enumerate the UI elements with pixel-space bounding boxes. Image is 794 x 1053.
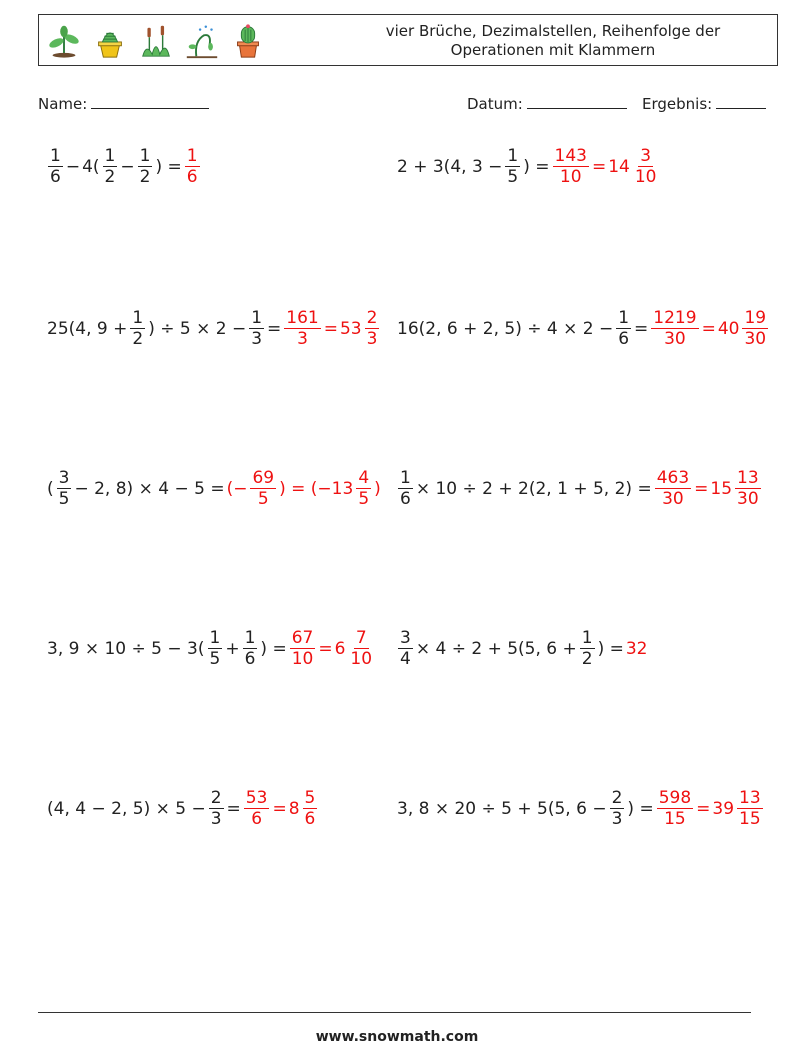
watering-plant-icon xyxy=(183,21,221,61)
worksheet-title xyxy=(343,22,763,60)
answer: $\frac{463}{30}$ xyxy=(656,468,690,509)
name-field xyxy=(38,94,209,113)
answer-mixed: $\frac{13}{30}$ xyxy=(737,468,759,509)
worksheet-header xyxy=(38,14,778,66)
fraction: $\frac{3}{5}$ xyxy=(58,468,70,509)
problem-2: 2 + 3(4, 3 − $\frac{1}{5}$ ) = $\frac{143}{10}$ = 14 $\frac{3}{10}$ xyxy=(397,146,657,187)
result-field xyxy=(642,94,766,113)
date-label: Datum: xyxy=(467,95,523,113)
name-label: Name: xyxy=(38,95,88,113)
cactus-icon xyxy=(229,21,267,61)
answer-mixed: $\frac{7}{10}$ xyxy=(350,628,373,669)
title-line-2: Operationen mit Klammern xyxy=(450,41,656,59)
footer-divider xyxy=(38,1012,751,1013)
answer: $\frac{69}{5}$ xyxy=(252,468,275,509)
answer: $\frac{67}{10}$ xyxy=(291,628,314,669)
problem-6: $\frac{1}{6}$ × 10 ÷ 2 + 2(2, 1 + 5, 2) = $\frac{463}{30}$ = 15 $\frac{13}{30}$ xyxy=(400,468,759,509)
answer: $\frac{143}{10}$ xyxy=(554,146,587,187)
fraction: $\frac{1}{2}$ xyxy=(132,308,144,349)
answer-mixed: $\frac{19}{30}$ xyxy=(744,308,767,349)
fraction: $\frac{1}{6}$ xyxy=(244,628,256,669)
answer: $\frac{161}{3}$ xyxy=(286,308,319,349)
answer: $\frac{53}{6}$ xyxy=(245,788,268,829)
problem-5: ( $\frac{3}{5}$ − 2, 8) × 4 − 5 = (− $\frac{69}{5}$ ) = (−13 $\frac{4}{5}$ ) xyxy=(47,468,381,509)
plant-icon xyxy=(45,21,83,61)
answer: 32 xyxy=(625,638,648,659)
fraction: $\frac{1}{5}$ xyxy=(507,146,519,187)
problem-4: 16(2, 6 + 2, 5) ÷ 4 × 2 − $\frac{1}{6}$ = $\frac{1219}{30}$ = 40 $\frac{19}{30}$ xyxy=(397,308,767,349)
problem-1: $\frac{1}{6}$ − 4( $\frac{1}{2}$ − $\frac{1}{2}$ ) = $\frac{1}{6}$ xyxy=(50,146,198,187)
footer-url[interactable]: www.snowmath.com xyxy=(315,1029,479,1045)
date-blank[interactable] xyxy=(527,94,627,109)
fraction: $\frac{1}{2}$ xyxy=(581,628,593,669)
result-label: Ergebnis: xyxy=(642,95,713,113)
answer: $\frac{1}{6}$ xyxy=(186,146,198,187)
fraction: $\frac{1}{6}$ xyxy=(50,146,61,187)
problem-9: (4, 4 − 2, 5) × 5 − $\frac{2}{3}$ = $\frac{53}{6}$ = 8 $\frac{5}{6}$ xyxy=(47,788,316,829)
fraction: $\frac{2}{3}$ xyxy=(611,788,623,829)
fraction: $\frac{1}{6}$ xyxy=(400,468,411,509)
answer-mixed: $\frac{3}{10}$ xyxy=(634,146,657,187)
fraction: $\frac{3}{4}$ xyxy=(400,628,411,669)
answer-mixed: $\frac{13}{15}$ xyxy=(739,788,761,829)
answer: $\frac{598}{15}$ xyxy=(658,788,692,829)
icon-strip xyxy=(45,19,267,63)
potted-plant-icon xyxy=(91,21,129,61)
problem-7: 3, 9 × 10 ÷ 5 − 3( $\frac{1}{5}$ + $\frac{1}{6}$ ) = $\frac{67}{10}$ = 6 $\frac{7}{10}$ xyxy=(47,628,373,669)
cattail-plant-icon xyxy=(137,21,175,61)
problem-10: 3, 8 × 20 ÷ 5 + 5(5, 6 − $\frac{2}{3}$ ) = $\frac{598}{15}$ = 39 $\frac{13}{15}$ xyxy=(397,788,761,829)
fraction: $\frac{1}{2}$ xyxy=(139,146,151,187)
answer-mixed: $\frac{4}{5}$ xyxy=(358,468,370,509)
answer-mixed: $\frac{2}{3}$ xyxy=(366,308,378,349)
answer: $\frac{1219}{30}$ xyxy=(653,308,697,349)
problem-3: 25(4, 9 + $\frac{1}{2}$ ) ÷ 5 × 2 − $\frac{1}{3}$ = $\frac{161}{3}$ = 53 $\frac{2}{3}$ xyxy=(47,308,378,349)
fraction: $\frac{1}{6}$ xyxy=(618,308,630,349)
fraction: $\frac{1}{3}$ xyxy=(251,308,263,349)
answer-mixed: $\frac{5}{6}$ xyxy=(304,788,316,829)
fraction: $\frac{1}{2}$ xyxy=(104,146,116,187)
result-blank[interactable] xyxy=(716,94,766,109)
fraction: $\frac{2}{3}$ xyxy=(210,788,222,829)
problem-8: $\frac{3}{4}$ × 4 ÷ 2 + 5(5, 6 + $\frac{1}{2}$ ) = 32 xyxy=(400,628,648,669)
title-line-1: vier Brüche, Dezimalstellen, Reihenfolge der xyxy=(385,22,721,40)
fraction: $\frac{1}{5}$ xyxy=(209,628,221,669)
name-blank[interactable] xyxy=(91,94,209,109)
date-field xyxy=(467,94,627,113)
